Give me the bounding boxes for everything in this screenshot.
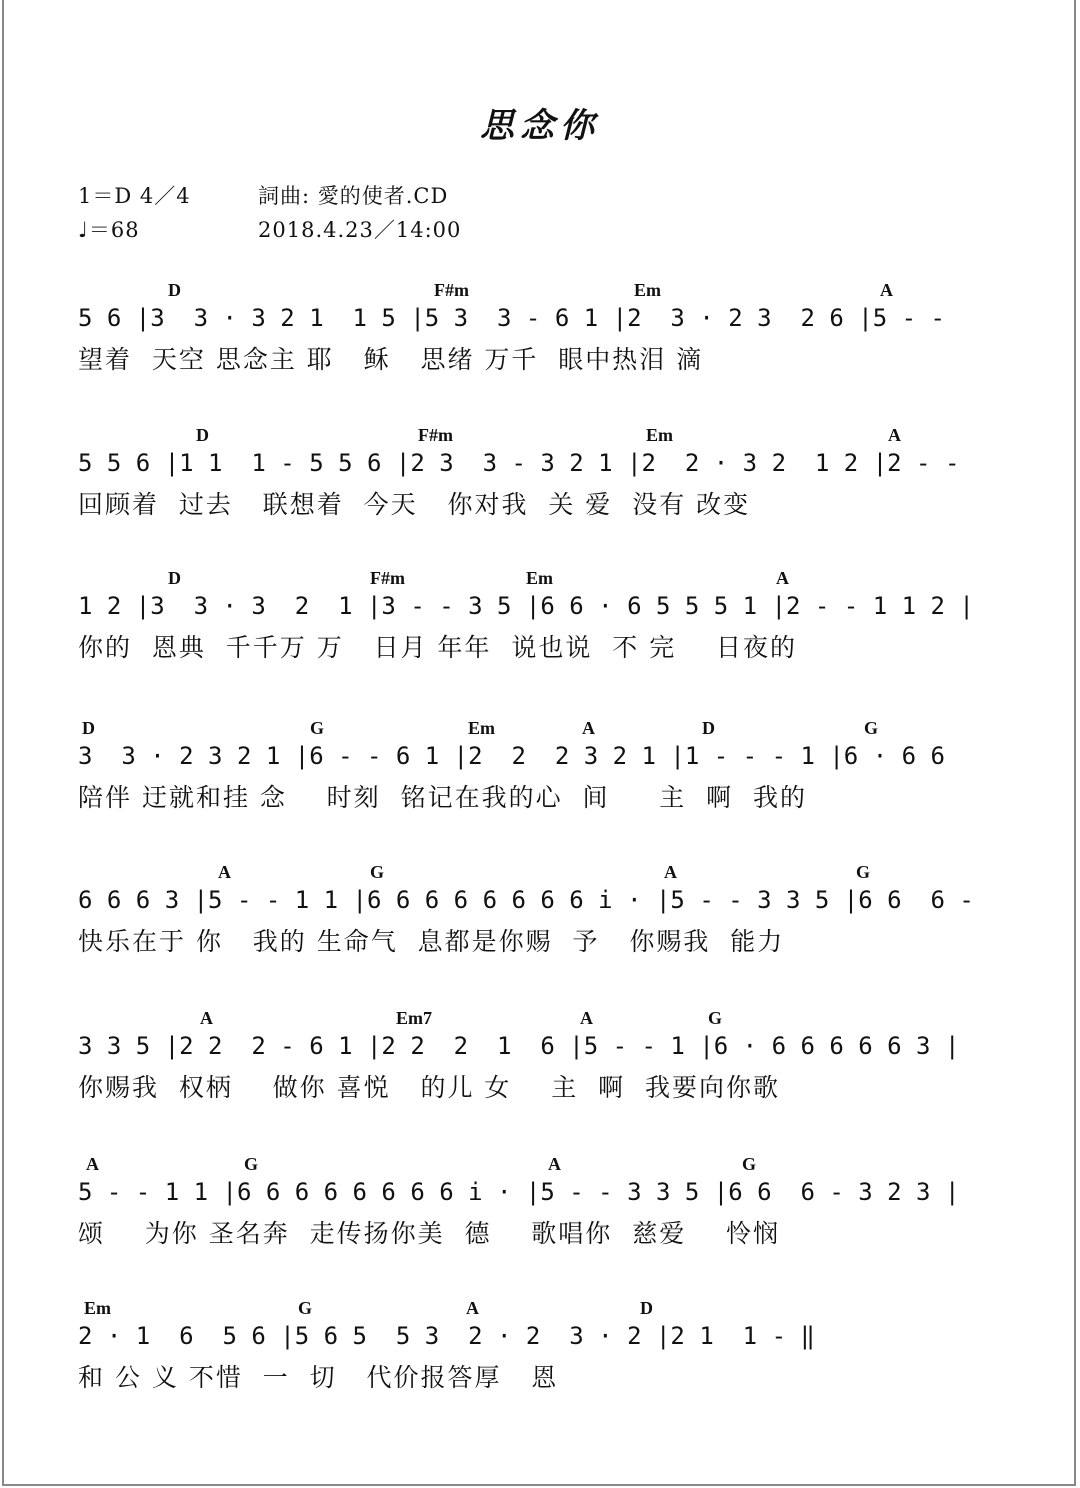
notation-row: 1 2 |3 3 · 3 2 1 |3 - - 3 5 |6 6 · 6 5 5 5 1 |2 - - 1 1 2 |: [78, 592, 974, 620]
chord-symbol: G: [742, 1154, 757, 1174]
lyric-row: 快乐在于 你 我的 生命气 息都是你赐 予 你赐我 能力: [78, 927, 785, 956]
chord-symbol: A: [466, 1298, 479, 1318]
chord-symbol: A: [580, 1008, 593, 1028]
chord-symbol: A: [582, 718, 595, 738]
score-line: [0, 1154, 1080, 1274]
tempo-mark: ♩＝68: [78, 218, 140, 242]
score-line: [0, 1298, 1080, 1418]
date-stamp: 2018.4.23／14:00: [258, 218, 462, 242]
chord-symbol: A: [86, 1154, 99, 1174]
chord-symbol: G: [708, 1008, 723, 1028]
score-line: [0, 568, 1080, 688]
chord-symbol: D: [702, 718, 715, 738]
chord-symbol: F#m: [370, 568, 405, 588]
chord-symbol: A: [888, 425, 901, 445]
chord-symbol: Em: [468, 718, 495, 738]
score-line: [0, 718, 1080, 838]
lyric-row: 陪伴 迂就和挂 念 时刻 铭记在我的心 间 主 啊 我的: [78, 783, 807, 812]
score-line: [0, 862, 1080, 982]
lyric-row: 和 公 义 不惜 一 切 代价报答厚 恩: [78, 1363, 559, 1392]
chord-symbol: G: [298, 1298, 313, 1318]
chord-symbol: G: [864, 718, 879, 738]
chord-symbol: Em: [646, 425, 673, 445]
chord-symbol: D: [168, 280, 181, 300]
lyric-row: 颂 为你 圣名奔 走传扬你美 德 歌唱你 慈爱 怜悯: [78, 1219, 780, 1248]
chord-symbol: Em: [84, 1298, 111, 1318]
chord-symbol: G: [370, 862, 385, 882]
chord-symbol: F#m: [418, 425, 453, 445]
chord-symbol: G: [244, 1154, 259, 1174]
chord-symbol: F#m: [434, 280, 469, 300]
chord-symbol: A: [200, 1008, 213, 1028]
lyric-row: 望着 天空 思念主 耶 稣 思绪 万千 眼中热泪 滴: [78, 345, 704, 374]
notation-row: 3 3 · 2 3 2 1 |6 - - 6 1 |2 2 2 3 2 1 |1 - - - 1 |6 · 6 6: [78, 742, 945, 770]
chord-symbol: D: [168, 568, 181, 588]
notation-row: 3 3 5 |2 2 2 - 6 1 |2 2 2 1 6 |5 - - 1 |6 · 6 6 6 6 6 3 |: [78, 1032, 960, 1060]
chord-symbol: D: [640, 1298, 653, 1318]
chord-symbol: D: [82, 718, 95, 738]
chord-symbol: A: [218, 862, 231, 882]
notation-row: 5 - - 1 1 |6 6 6 6 6 6 6 6 i · |5 - - 3 3 5 |6 6 6 - 3 2 3 |: [78, 1178, 960, 1206]
chord-symbol: G: [856, 862, 871, 882]
chord-symbol: Em: [526, 568, 553, 588]
key-signature: 1＝D 4／4: [78, 184, 191, 208]
chord-symbol: G: [310, 718, 325, 738]
notation-row: 2 · 1 6 5 6 |5 6 5 5 3 2 · 2 3 · 2 |2 1 1 - ‖: [78, 1322, 815, 1350]
chord-symbol: D: [196, 425, 209, 445]
lyric-row: 回顾着 过去 联想着 今天 你对我 关 爱 没有 改变: [78, 490, 751, 519]
chord-symbol: Em: [634, 280, 661, 300]
chord-symbol: A: [548, 1154, 561, 1174]
chord-symbol: A: [776, 568, 789, 588]
chord-symbol: A: [880, 280, 893, 300]
score-line: [0, 425, 1080, 545]
author-credit: 詞曲: 愛的使者.CD: [258, 184, 449, 208]
lyric-row: 你的 恩典 千千万 万 日月 年年 说也说 不 完 日夜的: [78, 633, 798, 662]
score-line: [0, 280, 1080, 400]
notation-row: 5 6 |3 3 · 3 2 1 1 5 |5 3 3 - 6 1 |2 3 · 2 3 2 6 |5 - -: [78, 304, 945, 332]
chord-symbol: Em7: [396, 1008, 432, 1028]
notation-row: 6 6 6 3 |5 - - 1 1 |6 6 6 6 6 6 6 6 i · |5 - - 3 3 5 |6 6 6 -: [78, 886, 974, 914]
song-title: 思念你: [480, 106, 600, 146]
notation-row: 5 5 6 |1 1 1 - 5 5 6 |2 3 3 - 3 2 1 |2 2 · 3 2 1 2 |2 - -: [78, 449, 960, 477]
lyric-row: 你赐我 权柄 做你 喜悦 的儿 女 主 啊 我要向你歌: [78, 1073, 780, 1102]
score-line: [0, 1008, 1080, 1128]
chord-symbol: A: [664, 862, 677, 882]
